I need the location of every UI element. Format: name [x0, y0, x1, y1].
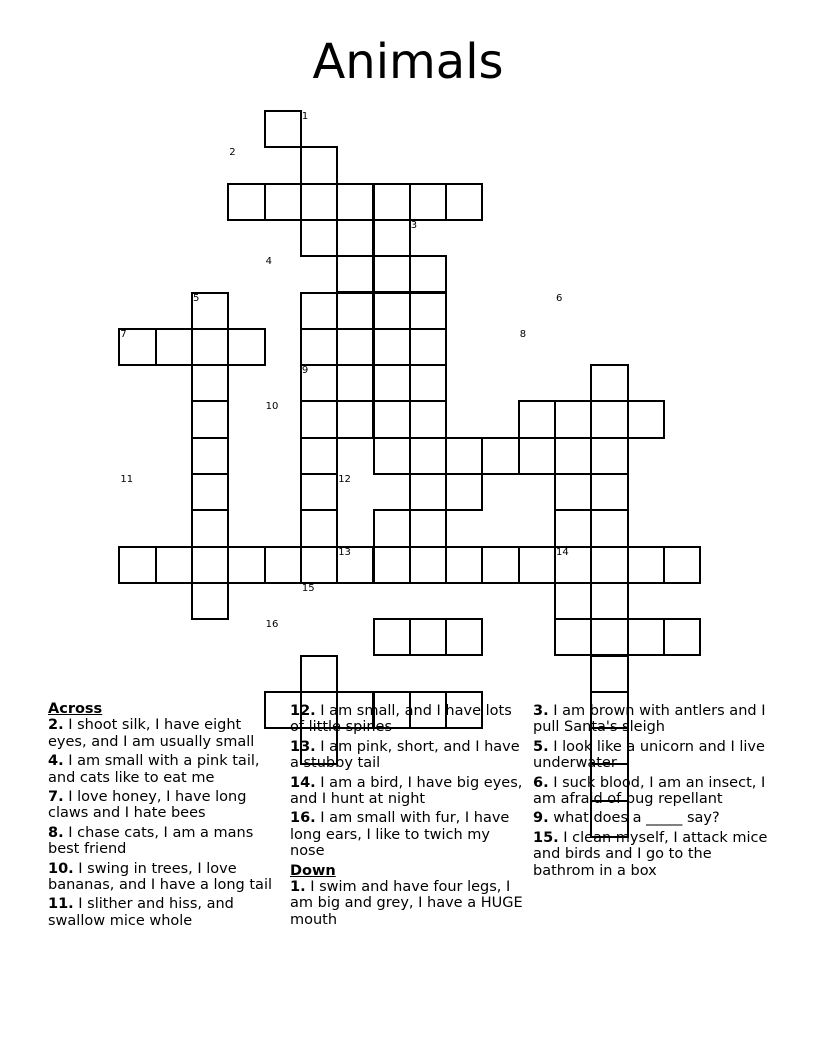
grid-cell[interactable]	[518, 400, 556, 438]
clue-number: 9	[301, 365, 309, 377]
clue-number: 6	[556, 292, 563, 304]
grid-cell[interactable]	[445, 183, 483, 221]
grid-cell[interactable]	[264, 546, 302, 584]
clue-number: 16	[265, 619, 279, 631]
down-clue-3: 3. I am brown with antlers and I pull Santa's sleigh	[533, 703, 766, 736]
grid-cell[interactable]	[445, 618, 483, 656]
grid-cell[interactable]	[300, 655, 338, 693]
clues-column-1	[48, 701, 284, 932]
grid-cell[interactable]	[155, 328, 193, 366]
clue-number: 11	[120, 474, 134, 485]
grid-cell[interactable]	[409, 328, 447, 366]
grid-cell[interactable]	[445, 546, 483, 584]
grid-cell[interactable]	[227, 328, 265, 366]
down-clue-6: 6. I suck blood, I am an insect, I am afraid of bug repellant	[533, 774, 766, 808]
across-clue-2: 2. I shoot silk, I have eight eyes, and I am usually small	[48, 717, 255, 750]
grid-cell[interactable]	[227, 546, 265, 584]
grid-cell[interactable]	[300, 146, 338, 184]
grid-cell[interactable]	[191, 509, 229, 547]
grid-cell[interactable]	[554, 582, 592, 620]
across-clue-4: 4. I am small with a pink tail, and cats like to eat me	[48, 753, 260, 786]
grid-cell[interactable]	[409, 473, 447, 511]
grid-cell[interactable]	[373, 328, 411, 366]
page-title: Animals	[312, 34, 504, 90]
across-clue-8: 8. I chase cats, I am a mans best friend	[48, 824, 254, 858]
grid-cell[interactable]	[481, 546, 519, 584]
clues-column-2	[290, 703, 526, 931]
grid-cell[interactable]	[554, 437, 592, 475]
grid-cell[interactable]	[300, 546, 338, 584]
grid-cell[interactable]	[118, 546, 156, 584]
grid-cell[interactable]	[300, 328, 338, 366]
grid-cell[interactable]	[336, 183, 374, 221]
clue-number: 14	[556, 546, 569, 558]
clue-number: 12	[338, 474, 351, 485]
clue-number: 8	[519, 328, 527, 340]
across-clue-11: 11. I slither and hiss, and swallow mice whole	[48, 896, 234, 929]
grid-cell[interactable]	[191, 400, 229, 438]
grid-cell[interactable]	[590, 473, 628, 511]
clues-column-3	[533, 703, 769, 882]
grid-cell[interactable]	[155, 546, 193, 584]
grid-cell[interactable]	[300, 437, 338, 475]
grid-cell[interactable]	[191, 364, 229, 402]
grid-cell[interactable]	[409, 364, 447, 402]
down-heading: Down	[290, 862, 336, 879]
grid-cell[interactable]	[554, 473, 592, 511]
grid-cell[interactable]	[554, 509, 592, 547]
grid-cell[interactable]	[336, 255, 374, 293]
grid-cell[interactable]	[409, 437, 447, 475]
grid-cell[interactable]	[300, 292, 338, 330]
grid-cell[interactable]	[590, 582, 628, 620]
across-clue-13: 13. I am pink, short, and I have a stubby tail	[290, 738, 520, 772]
clue-number: 10	[265, 401, 279, 413]
grid-cell[interactable]	[373, 509, 411, 547]
grid-cell[interactable]	[409, 546, 447, 584]
clue-number: 2	[229, 147, 236, 159]
grid-cell[interactable]	[590, 437, 628, 475]
grid-cell[interactable]	[445, 473, 483, 511]
grid-cell[interactable]	[373, 255, 411, 293]
grid-cell[interactable]	[409, 400, 447, 438]
grid-cell[interactable]	[336, 400, 374, 438]
grid-cell[interactable]	[373, 219, 411, 257]
across-heading: Across	[48, 701, 103, 717]
grid-cell[interactable]	[336, 328, 374, 366]
grid-cell[interactable]	[191, 473, 229, 511]
grid-cell[interactable]	[627, 618, 665, 656]
grid-cell[interactable]	[590, 509, 628, 547]
grid-cell[interactable]	[373, 437, 411, 475]
clue-number: 5	[193, 292, 200, 304]
clue-number: 3	[410, 219, 418, 231]
clue-number: 1	[301, 111, 309, 122]
grid-cell[interactable]	[409, 255, 447, 293]
grid-cell[interactable]	[409, 509, 447, 547]
grid-cell[interactable]	[373, 183, 411, 221]
grid-cell[interactable]	[373, 364, 411, 402]
grid-cell[interactable]	[590, 364, 628, 402]
grid-cell[interactable]	[663, 618, 701, 656]
down-clue-15: 15. I clean myself, I attack mice and birds and I go to the bathrom in a box	[533, 829, 768, 879]
across-clue-12: 12. I am small, and I have lots of little spines	[290, 703, 512, 736]
grid-cell[interactable]	[518, 546, 556, 584]
grid-cell[interactable]	[300, 509, 338, 547]
clue-number: 7	[120, 328, 127, 340]
across-clue-10: 10. I swing in trees, I love bananas, and I have a long tail	[48, 860, 272, 894]
grid-cell[interactable]	[409, 183, 447, 221]
grid-cell[interactable]	[191, 328, 229, 366]
grid-cell[interactable]	[554, 400, 592, 438]
clue-number: 4	[265, 256, 272, 268]
across-clue-14: 14. I am a bird, I have big eyes, and I hunt at night	[290, 774, 523, 808]
grid-cell[interactable]	[191, 582, 229, 620]
grid-cell[interactable]	[300, 183, 338, 221]
across-clue-7: 7. I love honey, I have long claws and I hate bees	[48, 789, 247, 822]
down-clue-1: 1. I swim and have four legs, I am big and grey, I have a HUGE mouth	[290, 879, 523, 928]
grid-cell[interactable]	[590, 618, 628, 656]
grid-cell[interactable]	[227, 183, 265, 221]
grid-cell[interactable]	[409, 292, 447, 330]
grid-cell[interactable]	[590, 546, 628, 584]
grid-cell[interactable]	[264, 183, 302, 221]
clue-number: 13	[338, 546, 351, 558]
grid-cell[interactable]	[445, 437, 483, 475]
grid-cell[interactable]	[300, 219, 338, 257]
grid-cell[interactable]	[336, 219, 374, 257]
grid-cell[interactable]	[373, 618, 411, 656]
grid-cell[interactable]	[627, 400, 665, 438]
grid-cell[interactable]	[336, 364, 374, 402]
grid-cell[interactable]	[300, 473, 338, 511]
grid-cell[interactable]	[373, 292, 411, 330]
down-clue-9: 9. what does a _____ say?	[533, 810, 720, 827]
down-clue-5: 5. I look like a unicorn and I live underwater	[533, 738, 765, 772]
grid-cell[interactable]	[373, 400, 411, 438]
grid-cell[interactable]	[336, 292, 374, 330]
across-clue-16: 16. I am small with fur, I have long ears, I like to twich my nose	[290, 810, 510, 860]
grid-cell[interactable]	[373, 546, 411, 584]
grid-cell[interactable]	[554, 618, 592, 656]
grid-cell[interactable]	[663, 546, 701, 584]
grid-cell[interactable]	[191, 437, 229, 475]
clue-number: 15	[301, 582, 315, 594]
grid-cell[interactable]	[481, 437, 519, 475]
grid-cell[interactable]	[300, 400, 338, 438]
grid-cell[interactable]	[518, 437, 556, 475]
grid-cell[interactable]	[409, 618, 447, 656]
grid-cell[interactable]	[264, 110, 302, 148]
grid-cell[interactable]	[627, 546, 665, 584]
grid-cell[interactable]	[590, 655, 628, 693]
